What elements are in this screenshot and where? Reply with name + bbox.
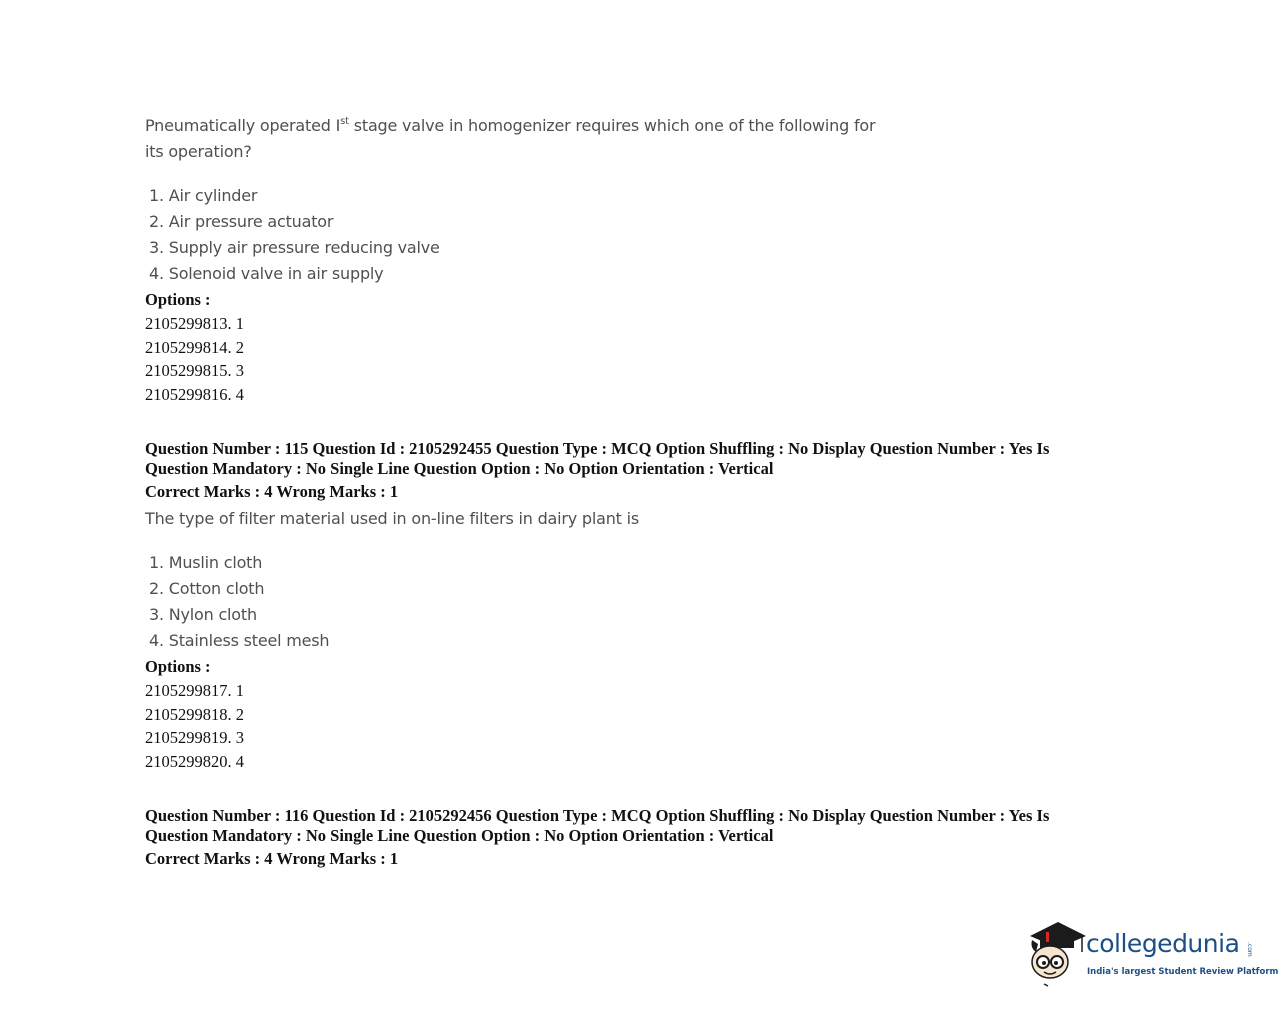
question-114-option-ids (145, 312, 244, 407)
list-item: 2. Air pressure actuator (149, 212, 334, 231)
question-115-marks: Correct Marks : 4 Wrong Marks : 1 (145, 482, 399, 501)
question-116-metadata (145, 806, 1105, 846)
option-id-row: 2105299814. 2 (145, 337, 244, 357)
question-115-options-label: Options : (145, 657, 211, 676)
question-116-meta-line2: Question Mandatory : No Single Line Question Option : No Option Orientation : Vertical (145, 826, 774, 845)
question-115-meta-line2: Question Mandatory : No Single Line Question Option : No Option Orientation : Vertical (145, 459, 774, 478)
question-115-metadata (145, 439, 1105, 479)
question-114-text-line2: its operation? (145, 142, 252, 161)
question-115-statement-list (149, 550, 329, 654)
logo-tagline: India's largest Student Review Platform (1087, 967, 1279, 977)
student-mascot-icon (1024, 918, 1088, 990)
option-id-row: 2105299819. 3 (145, 728, 244, 748)
option-id-row: 2105299816. 4 (145, 385, 244, 405)
option-id-row: 2105299813. 1 (145, 314, 244, 333)
option-id-row: 2105299817. 1 (145, 681, 244, 700)
option-id-row: 2105299818. 2 (145, 704, 244, 724)
question-116-meta-line1: Question Number : 116 Question Id : 2105292456 Question Type : MCQ Option Shuffling : No Display Question Number : Yes Is (145, 806, 1050, 825)
question-114-text (145, 113, 905, 165)
question-114-statement-list (149, 183, 440, 287)
question-114-options-label: Options : (145, 290, 211, 309)
list-item: 1. Muslin cloth (149, 553, 263, 572)
list-item: 3. Supply air pressure reducing valve (149, 238, 440, 257)
option-id-row: 2105299820. 4 (145, 752, 244, 772)
question-115-meta-line1: Question Number : 115 Question Id : 2105292455 Question Type : MCQ Option Shuffling : No Display Question Number : Yes Is (145, 439, 1050, 458)
list-item: 4. Solenoid valve in air supply (149, 264, 384, 283)
question-114-text-part1: Pneumatically operated I (145, 116, 341, 135)
collegedunia-logo (1024, 918, 1279, 990)
list-item: 3. Nylon cloth (149, 605, 257, 624)
question-116-marks: Correct Marks : 4 Wrong Marks : 1 (145, 849, 399, 868)
list-item: 4. Stainless steel mesh (149, 631, 330, 650)
question-114-superscript: st (340, 116, 349, 127)
list-item: 1. Air cylinder (149, 186, 258, 205)
option-id-row: 2105299815. 3 (145, 361, 244, 381)
question-115-text: The type of filter material used in on-line filters in dairy plant is (145, 509, 639, 528)
logo-suffix: .com (1246, 942, 1253, 957)
logo-wordmark: collegedunia (1086, 929, 1240, 958)
list-item: 2. Cotton cloth (149, 579, 265, 598)
question-114-text-part2: stage valve in homogenizer requires which one of the following for (348, 116, 876, 135)
question-115-option-ids (145, 679, 244, 774)
